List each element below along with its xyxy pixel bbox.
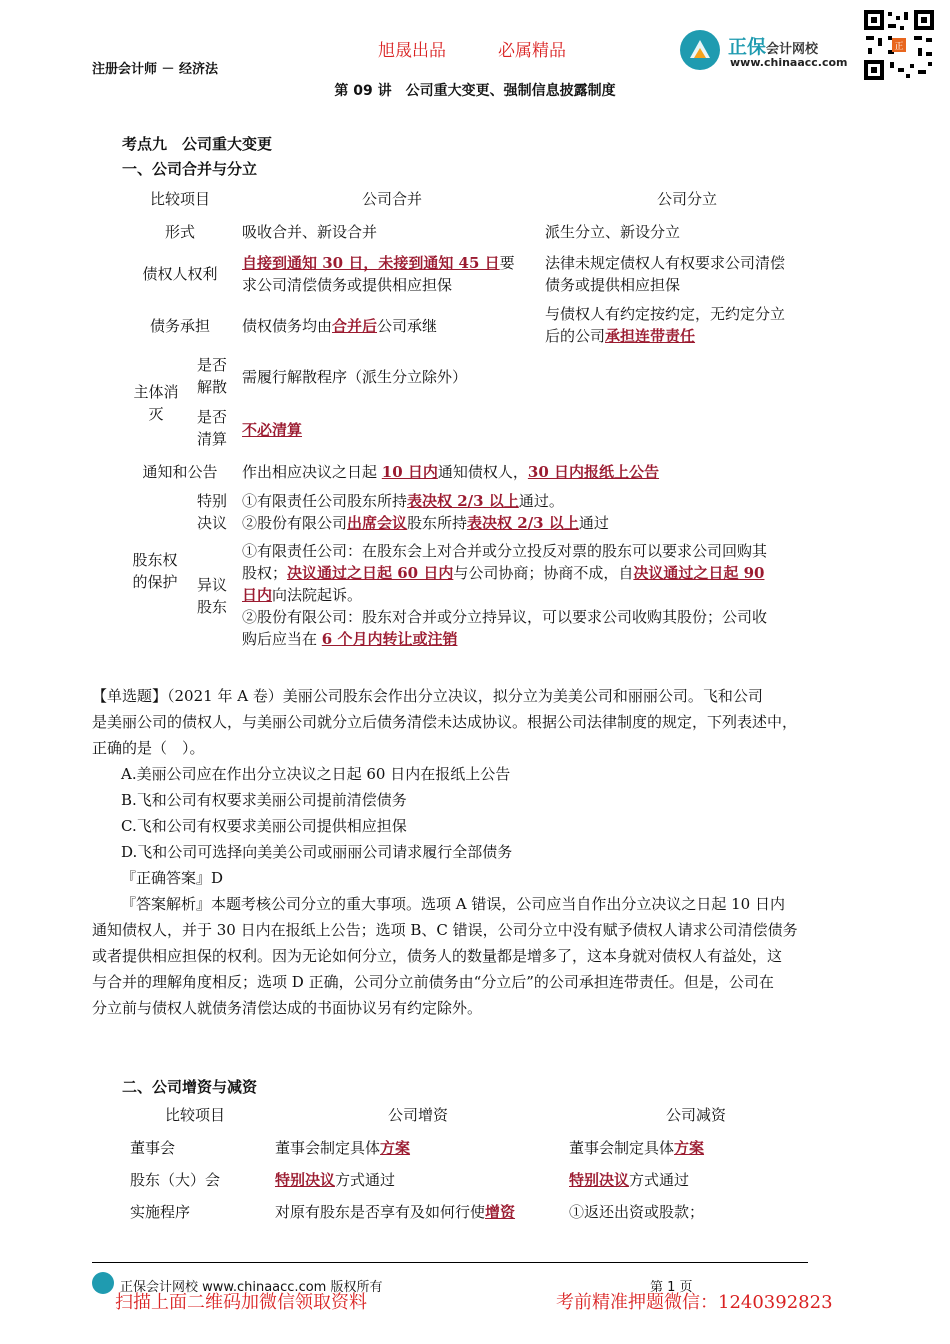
promo-right: 考前精准押题微信：1240392823 (556, 1292, 833, 1313)
highlight-text: 合并后 (332, 317, 378, 335)
table-header: 公司减资 (666, 1106, 727, 1124)
text-run: 清算 (196, 430, 227, 448)
text-run: 特别 (196, 492, 227, 510)
highlight-text: 10 日内 (381, 463, 438, 481)
cell-form-merge: 吸收合并、新设合并 (242, 223, 378, 241)
slogan-left: 旭晟出品 (378, 41, 446, 61)
text-run: 方式通过 (335, 1171, 396, 1189)
highlight-text: 方案 (674, 1139, 705, 1157)
text-run: 通过。 (518, 492, 564, 510)
highlight-text: 决议通过之日起 90 (633, 564, 765, 582)
analysis-line: 通知债权人，并于 30 日内在报纸上公告；选项 B、C 错误，公司分立中没有赋予债权人请求公司清偿债务 (92, 921, 798, 939)
text-run: 决议 (196, 514, 227, 532)
highlight-text: 表决权 2/3 以上 (467, 514, 579, 532)
text-run: 股东权 (132, 551, 178, 569)
cell-creditor-merge (242, 252, 542, 296)
text-run: 作出相应决议之日起 (242, 463, 382, 481)
row-label-shareholder-protection (124, 549, 186, 593)
text-run: ②股份有限公司 (242, 514, 348, 532)
sub-label-liquidate (190, 406, 234, 450)
table-header: 公司合并 (361, 190, 422, 208)
logo-name: 正保 (728, 36, 767, 58)
analysis-line: 『答案解析』本题考核公司分立的重大事项。选项 A 错误，公司应当自作出分立决议之日起 10 日内 (121, 895, 785, 913)
qr-code (862, 8, 936, 82)
table-header: 比较项目 (165, 1106, 226, 1124)
table-header: 公司分立 (656, 190, 717, 208)
question-stem-line: 【单选题】（2021 年 A 卷）美丽公司股东会作出分立决议，拟分立为美美公司和丽丽公司。飞和公司 (92, 687, 763, 705)
highlight-text: 日内 (242, 586, 273, 604)
page-number: 第 1 页 (650, 1280, 693, 1295)
text-run: 与公司协商；协商不成，自 (453, 564, 634, 582)
svg-text:正: 正 (894, 42, 904, 52)
highlight-text: 增资 (485, 1203, 516, 1221)
highlight-text: 决议通过之日起 60 日内 (287, 564, 454, 582)
row-label-notice: 通知和公告 (142, 463, 218, 481)
highlight-text: 承担连带责任 (605, 327, 696, 345)
highlight-text: 特别决议 (275, 1171, 336, 1189)
text-run: ①有限责任公司：在股东会上对合并或分立投反对票的股东可以要求公司回购其 (242, 542, 768, 560)
text-run: ②股份有限公司：股东对合并或分立持异议，可以要求公司收购其股份；公司收 (242, 608, 768, 626)
subsection-capital-change: 二、公司增资与减资 (122, 1078, 258, 1096)
text-run: 董事会制定具体 (275, 1139, 381, 1157)
cell-form-split: 派生分立、新设分立 (545, 223, 681, 241)
row-label-form: 形式 (164, 223, 195, 241)
question-stem-line: 是美丽公司的债权人，与美丽公司就分立后债务清偿未达成协议。根据公司法律制度的规定，下列表述中， (92, 713, 798, 731)
option-b: B.飞和公司有权要求美丽公司提前清偿债务 (121, 791, 407, 809)
logo-sub: 会计网校 (766, 42, 819, 57)
option-d: D.飞和公司可选择向美美公司或丽丽公司请求履行全部债务 (121, 843, 513, 861)
text-run: 通过 (578, 514, 609, 532)
text-run: 股东 (196, 598, 227, 616)
highlight-text: 特别决议 (569, 1171, 630, 1189)
text-run: 异议 (196, 576, 227, 594)
lecture-title: 第 09 讲 公司重大变更、强制信息披露制度 (334, 83, 616, 99)
cell-dissolve: 需履行解散程序（派生分立除外） (242, 368, 468, 386)
cell-dissent (242, 540, 842, 650)
question-stem-line: 正确的是（ ）。 (92, 739, 205, 757)
promo-left: 扫描上面二维码加微信领取资料 (115, 1292, 367, 1313)
text-run: 与债权人有约定按约定，无约定分立 (545, 305, 786, 323)
row-label-debt: 债务承担 (149, 317, 210, 335)
text-run: 股东所持 (407, 514, 468, 532)
row-label-implementation: 实施程序 (130, 1203, 191, 1221)
highlight-text: 30 日内报纸上公告 (527, 463, 660, 481)
cell-special-resolution (242, 490, 842, 534)
cell-board-increase (275, 1137, 410, 1158)
footer-divider (92, 1262, 808, 1263)
text-run: 解散 (196, 378, 227, 396)
text-run: 是否 (196, 356, 227, 374)
brand-logo (680, 30, 848, 70)
logo-mark-icon (680, 30, 720, 70)
analysis-line: 与合并的理解角度相反；选项 D 正确，公司分立前债务由“分立后”的公司承担连带责任。但是，公司在 (92, 973, 774, 991)
footer-logo-icon (92, 1272, 114, 1294)
row-label-board: 董事会 (130, 1139, 176, 1157)
slogan-right: 必属精品 (498, 41, 566, 61)
cell-shareholders-increase (275, 1169, 395, 1190)
footer-copyright: 正保会计网校 www.chinaacc.com 版权所有 (120, 1280, 383, 1295)
text-run: 通知债权人， (437, 463, 528, 481)
text-run: 董事会制定具体 (569, 1139, 675, 1157)
text-run: 债权债务均由 (242, 317, 333, 335)
text-run: 要 (499, 254, 515, 272)
text-run: 后的公司 (545, 327, 606, 345)
text-run: 向法院起诉。 (272, 586, 363, 604)
text-run: 主体消 (133, 383, 179, 401)
text-run: 对原有股东是否享有及如何行使 (275, 1203, 486, 1221)
sub-label-dissent (190, 574, 234, 618)
text-run: 股权； (242, 564, 288, 582)
section-title: 考点九 公司重大变更 (122, 135, 273, 153)
row-label-extinction (128, 381, 184, 425)
cell-debt-merge (242, 315, 437, 336)
cell-implementation-decrease: ①返还出资或股款； (569, 1203, 705, 1221)
subsection-merge-split: 一、公司合并与分立 (122, 160, 258, 178)
sub-label-special-resolution (190, 490, 234, 534)
cell-debt-split (545, 303, 835, 347)
highlight-text: 自接到通知 30 日，未接到通知 45 日 (242, 254, 500, 272)
text-run: 的保护 (132, 573, 178, 591)
text-run: ①有限责任公司股东所持 (242, 492, 408, 510)
cell-creditor-split (545, 252, 835, 296)
highlight-text: 不必清算 (242, 421, 303, 439)
option-a: A.美丽公司应在作出分立决议之日起 60 日内在报纸上公告 (121, 765, 511, 783)
cell-liquidate (242, 419, 302, 440)
option-c: C.飞和公司有权要求美丽公司提供相应担保 (121, 817, 407, 835)
text-run: 公司承继 (377, 317, 438, 335)
analysis-line: 或者提供相应担保的权利。因为无论如何分立，债务人的数量都是增多了，这本身就对债权人有益处，这 (92, 947, 783, 965)
highlight-text: 6 个月内转让或注销 (321, 630, 458, 648)
course-label: 注册会计师 － 经济法 (92, 62, 219, 77)
text-run: 求公司清偿债务或提供相应担保 (242, 276, 453, 294)
table-header: 公司增资 (388, 1106, 449, 1124)
text-run: 债务或提供相应担保 (545, 276, 681, 294)
row-label-shareholders-meeting: 股东（大）会 (130, 1171, 221, 1189)
question-block (92, 683, 862, 1021)
cell-shareholders-decrease (569, 1169, 689, 1190)
analysis-line: 分立前与债权人就债务清偿达成的书面协议另有约定除外。 (92, 999, 483, 1017)
text-run: 法律未规定债权人有权要求公司清偿 (545, 254, 786, 272)
logo-url: www.chinaacc.com (730, 56, 848, 69)
sub-label-dissolve (190, 354, 234, 398)
cell-implementation-increase (275, 1201, 515, 1222)
text-run: 方式通过 (629, 1171, 690, 1189)
text-run: 是否 (196, 408, 227, 426)
highlight-text: 表决权 2/3 以上 (407, 492, 519, 510)
cell-board-decrease (569, 1137, 704, 1158)
correct-answer: 『正确答案』D (121, 869, 224, 887)
highlight-text: 出席会议 (347, 514, 408, 532)
row-label-creditor: 债权人权利 (142, 265, 218, 283)
table-header: 比较项目 (149, 190, 210, 208)
cell-notice (242, 461, 659, 482)
text-run: 灭 (148, 405, 164, 423)
text-run: 购后应当在 (242, 630, 322, 648)
highlight-text: 方案 (380, 1139, 411, 1157)
